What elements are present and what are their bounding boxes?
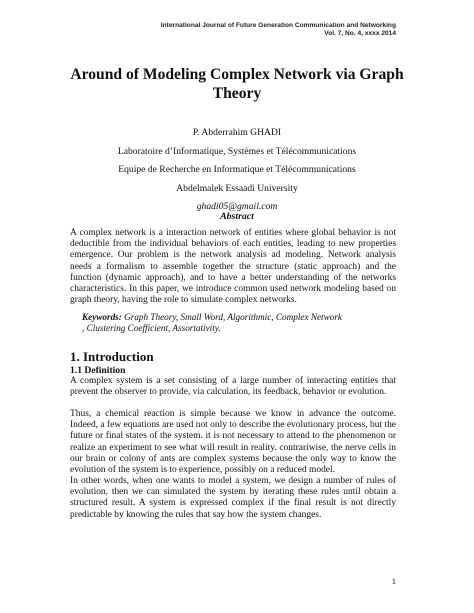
keywords: [82, 312, 342, 334]
journal-header: [161, 22, 396, 39]
abstract-text: A complex network is a interaction network of entities where global behavior is not deductible from the individual behaviors of each entities, leading to new properties emergence. Our problem is the network analysis ad modeling. Network analysis needs a formalism to assemble together the structure (static approach) and the function (dynamic approach), and to have a better understanding of the networks characteristics. In this paper, we introduce common used network modeling based on graph theory, having the role to simulate complex networks.: [70, 228, 396, 306]
author-affiliation-team: Equipe de Recherche en Informatique et Télécommunications: [118, 164, 356, 176]
body-paragraph-2: Thus, a chemical reaction is simple because we know in advance the outcome. Indeed, a few equations are used not only to describe the evolutionary process, but the future or final states of the system. it is not necessary to attend to the phenomenon or realize an experiment to see what will result in reality. contrariwise, the nerve cells in our brain or colony of ants are complex systems because the only way to know the evolution of the system is to experience, possibly on a reduced model.: [70, 409, 396, 476]
paper-title: Around of Modeling Complex Network via Graph Theory: [70, 66, 404, 102]
author-block: [70, 124, 404, 217]
author-university: Abdelmalek Essaadi University: [176, 182, 298, 194]
author-email: ghadi05@gmail.com: [196, 201, 278, 213]
subsection-heading-definition: 1.1 Definition: [70, 365, 126, 376]
page-number: 1: [391, 576, 396, 586]
keywords-label: Keywords:: [82, 312, 122, 322]
section-heading-introduction: 1. Introduction: [70, 349, 154, 364]
author-name: P. Abderrahim GHADI: [192, 127, 282, 138]
abstract-heading: Abstract: [220, 211, 254, 222]
journal-name: International Journal of Future Generation Communication and Networking: [160, 22, 396, 29]
keywords-text: Graph Theory, Small Word, Algorithmic, Complex Network , Clustering Coefficient, Assortativity.: [82, 312, 342, 334]
journal-volume: Vol. 7, No. 4, xxxx 2014: [324, 30, 396, 38]
body-paragraph-1: A complex system is a set consisting of a large number of interacting entities that prevent the observer to provide, via calculation, its feedback, behavior or evolution.: [70, 376, 396, 398]
author-affiliation-lab: Laboratoire d’Informatique, Systèmes et Télécommunications: [117, 145, 357, 157]
body-paragraph-3: In other words, when one wants to model a system, we design a number of rules of evolution, then we can simulated the system by iterating these rules until obtain a structured result. A system is expressed complex if the final result is not directly predictable by knowing the rules that say how the system changes.: [70, 476, 396, 520]
